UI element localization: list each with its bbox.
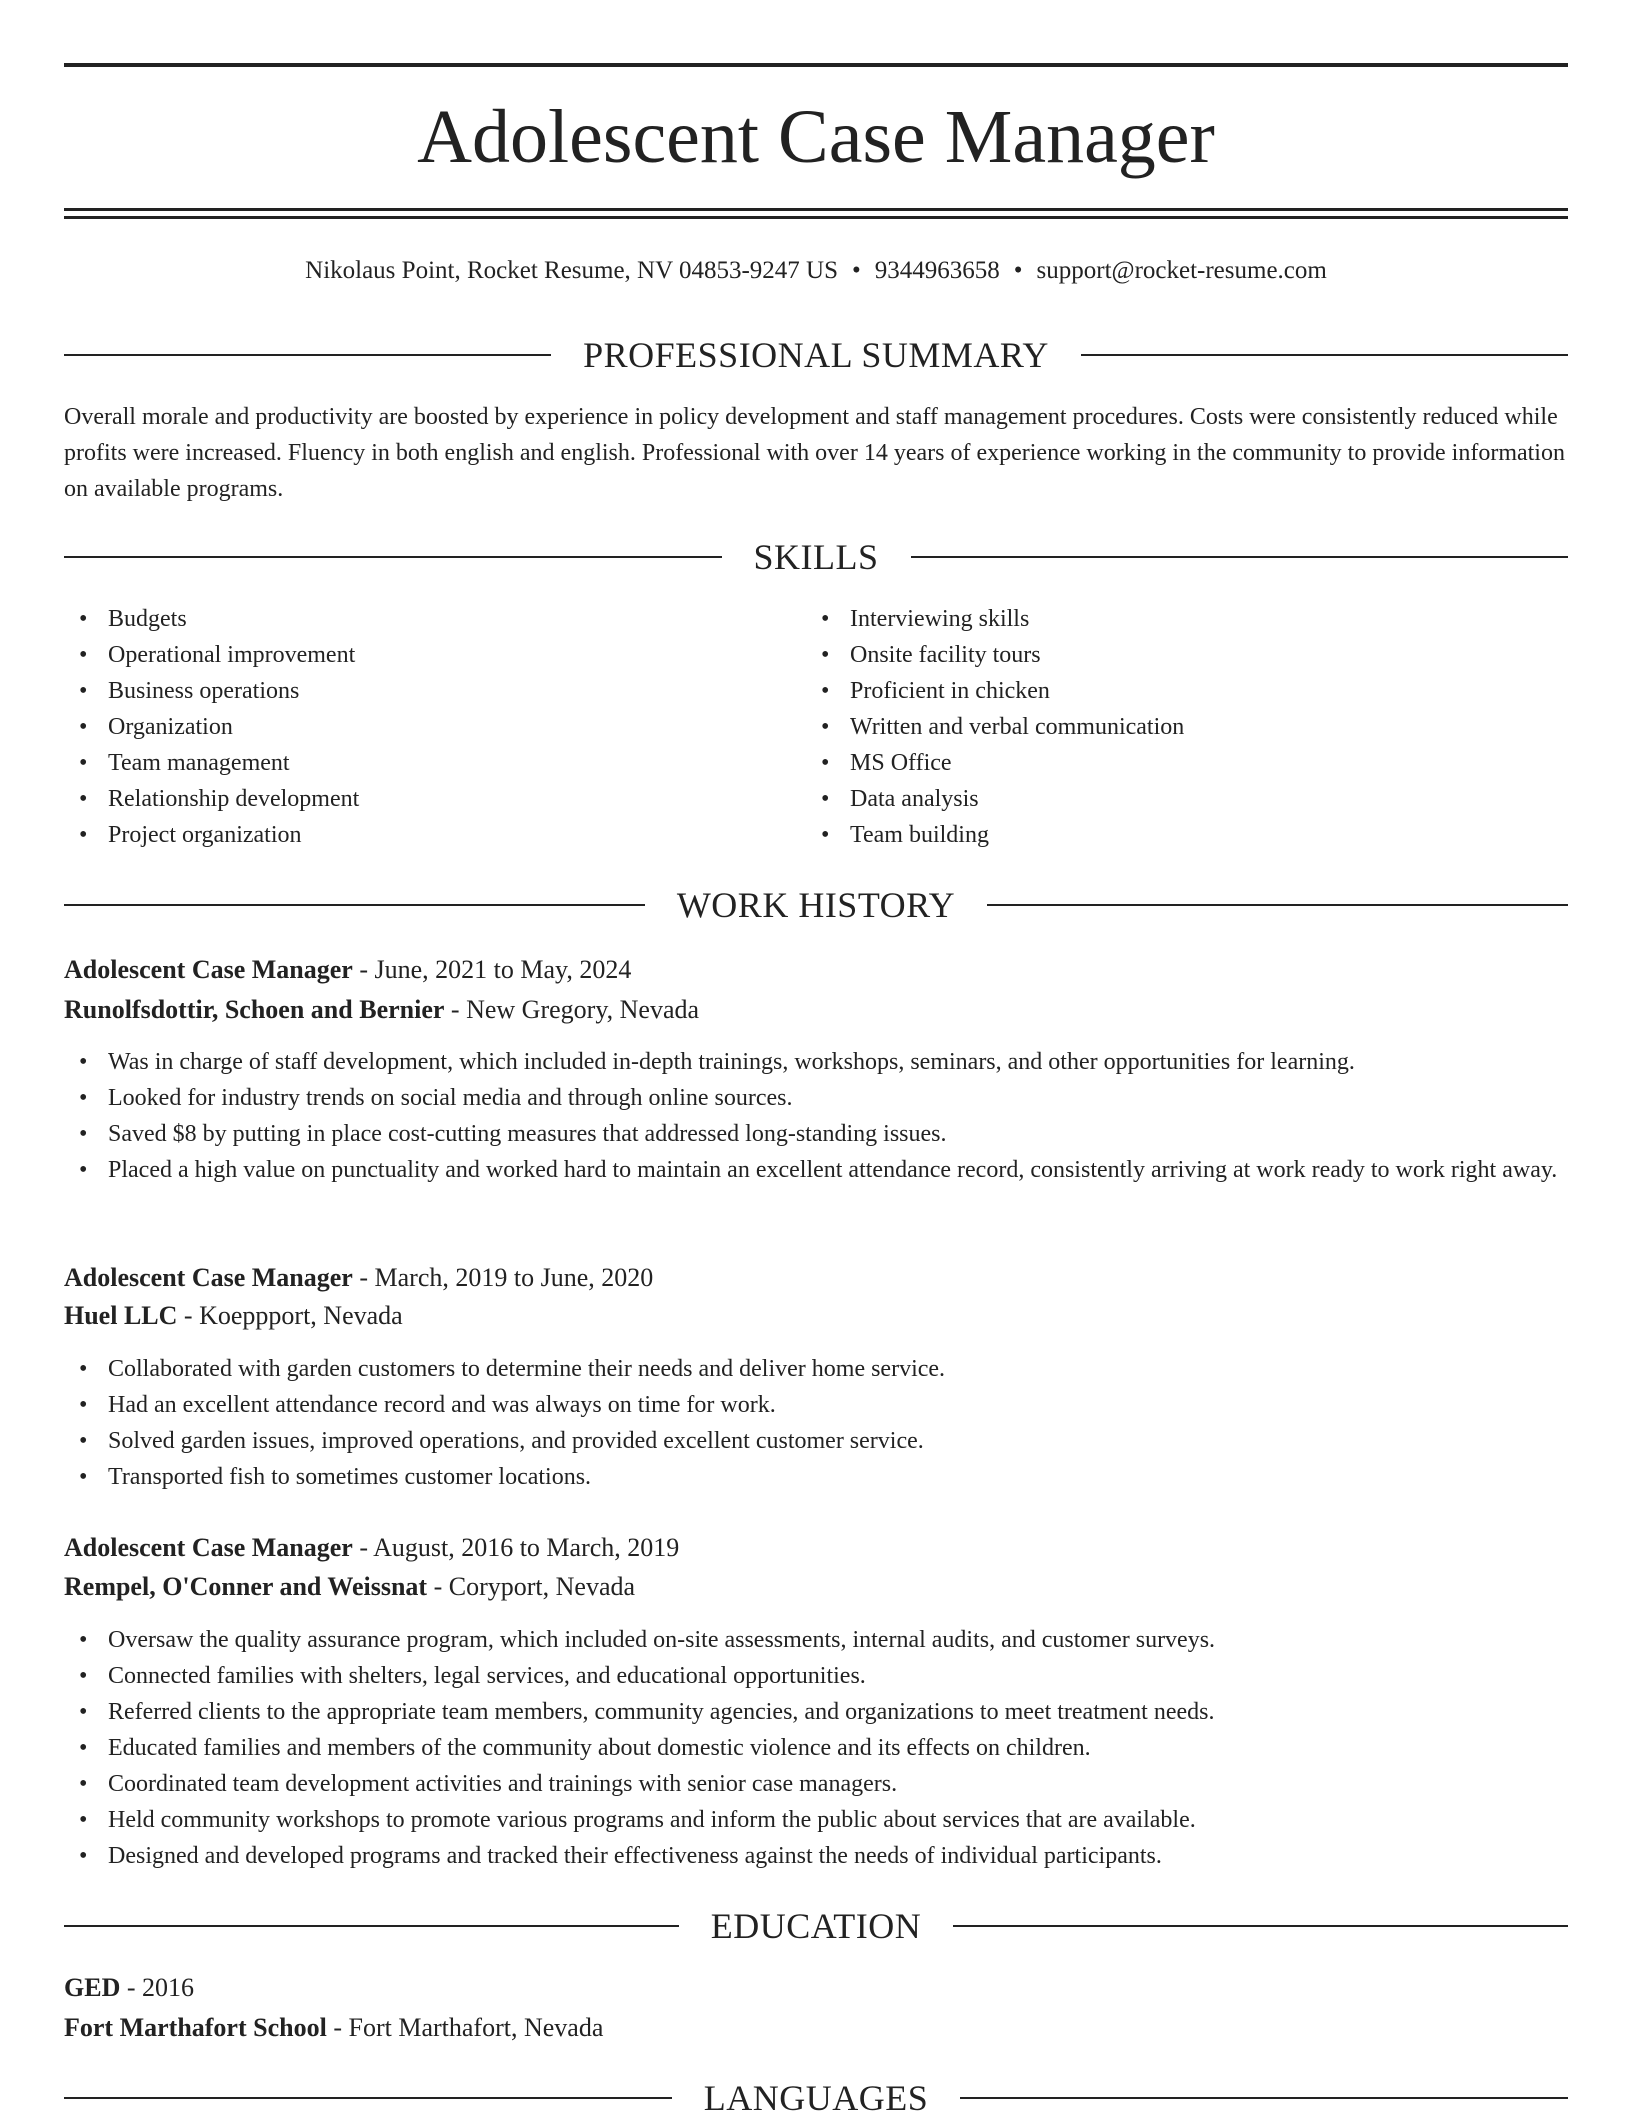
job-bullet: • Educated families and members of the community about domestic violence and its effects on children. — [64, 1730, 1574, 1766]
section-title: PROFESSIONAL SUMMARY — [583, 335, 1049, 375]
job-bullet: • Designed and developed programs and tracked their effectiveness against the needs of individual participants. — [64, 1838, 1574, 1874]
section-header-languages — [64, 2073, 1568, 2123]
contact-address: Nikolaus Point, Rocket Resume, NV 04853-9247 US — [305, 257, 839, 284]
section-rule-left — [64, 354, 551, 356]
section-rule-left — [64, 2097, 672, 2099]
job-location: Koeppport, Nevada — [199, 1301, 403, 1330]
job-location: New Gregory, Nevada — [466, 995, 700, 1024]
skill-item: • Business operations — [64, 673, 784, 709]
skill-item: • Data analysis — [806, 781, 1566, 817]
skills-list-right — [806, 601, 1566, 853]
job-title: Adolescent Case Manager — [64, 1533, 353, 1562]
job-bullet: • Collaborated with garden customers to determine their needs and deliver home service. — [64, 1351, 1574, 1387]
job-bullet: • Held community workshops to promote various programs and inform the public about services that are available. — [64, 1802, 1574, 1838]
job-location: Coryport, Nevada — [448, 1572, 636, 1601]
education-school: Fort Marthafort School — [64, 2013, 327, 2042]
resume-title: Adolescent Case Manager — [417, 95, 1215, 179]
dash-separator: - — [352, 1263, 375, 1292]
skill-item: • Interviewing skills — [806, 601, 1566, 637]
section-header-skills — [64, 532, 1568, 582]
header-top-rule — [64, 63, 1568, 67]
skill-item: • Organization — [64, 709, 784, 745]
dash-separator: - — [326, 2013, 349, 2042]
job-company: Runolfsdottir, Schoen and Bernier — [64, 995, 445, 1024]
job-title: Adolescent Case Manager — [64, 955, 353, 984]
skill-item: • Project organization — [64, 817, 784, 853]
section-title: WORK HISTORY — [676, 885, 956, 925]
skill-item: • Operational improvement — [64, 637, 784, 673]
job-bullet: • Transported fish to sometimes customer locations. — [64, 1459, 1574, 1495]
job-company-line — [64, 1297, 403, 1335]
job-title-line — [64, 1259, 653, 1297]
section-title: EDUCATION — [710, 1906, 922, 1946]
job-bullets — [64, 1622, 1574, 1874]
job-company-line — [64, 1568, 635, 1606]
education-year: 2016 — [142, 1973, 195, 2002]
skills-list-left — [64, 601, 784, 853]
skill-item: • Relationship development — [64, 781, 784, 817]
dash-separator: - — [120, 1973, 143, 2002]
contact-separator: • — [852, 257, 861, 284]
job-dates: August, 2016 to March, 2019 — [373, 1533, 680, 1562]
dash-separator: - — [352, 1533, 374, 1562]
job-bullet: • Connected families with shelters, legal services, and educational opportunities. — [64, 1658, 1574, 1694]
section-rule-right — [960, 2097, 1568, 2099]
job-company-line — [64, 991, 699, 1029]
section-title: SKILLS — [753, 537, 879, 577]
skill-item: • Team management — [64, 745, 784, 781]
header-double-rule-bottom — [64, 216, 1568, 219]
contact-line — [0, 255, 1632, 287]
skill-item: • MS Office — [806, 745, 1566, 781]
job-dates: June, 2021 to May, 2024 — [374, 955, 632, 984]
job-title-line — [64, 951, 631, 989]
contact-phone[interactable]: 9344963658 — [874, 257, 1000, 284]
summary-text: Overall morale and productivity are boosted by experience in policy development and staff management procedures. Costs were consistently reduced while profits were increased. Fluency in both english and english. Professional with over 14 years of experience working in the community to provide information on available programs. — [64, 404, 1565, 502]
job-bullet: • Placed a high value on punctuality and worked hard to maintain an excellent attendance record, consistently arriving at work ready to work right away. — [64, 1152, 1574, 1188]
job-bullet: • Had an excellent attendance record and was always on time for work. — [64, 1387, 1574, 1423]
education-school-line — [64, 2009, 603, 2047]
job-bullet: • Coordinated team development activities and trainings with senior case managers. — [64, 1766, 1574, 1802]
education-degree-line — [64, 1969, 194, 2007]
dash-separator: - — [444, 995, 467, 1024]
section-rule-right — [911, 556, 1569, 558]
section-header-work-history — [64, 880, 1568, 930]
section-title: LANGUAGES — [703, 2078, 929, 2118]
skill-item: • Onsite facility tours — [806, 637, 1566, 673]
job-bullet: • Looked for industry trends on social media and through online sources. — [64, 1080, 1574, 1116]
section-header-education — [64, 1901, 1568, 1951]
section-rule-left — [64, 904, 645, 906]
job-dates: March, 2019 to June, 2020 — [374, 1263, 654, 1292]
skill-item: • Budgets — [64, 601, 784, 637]
job-title: Adolescent Case Manager — [64, 1263, 353, 1292]
skill-item: • Proficient in chicken — [806, 673, 1566, 709]
header-double-rule-top — [64, 208, 1568, 211]
job-title-line — [64, 1529, 679, 1567]
job-company: Rempel, O'Conner and Weissnat — [64, 1572, 428, 1601]
job-bullets — [64, 1351, 1574, 1495]
job-bullet: • Solved garden issues, improved operations, and provided excellent customer service. — [64, 1423, 1574, 1459]
section-rule-right — [1081, 354, 1568, 356]
job-company: Huel LLC — [64, 1301, 178, 1330]
section-header-summary — [64, 330, 1568, 380]
job-bullet: • Was in charge of staff development, which included in-depth trainings, workshops, seminars, and other opportunities for learning. — [64, 1044, 1574, 1080]
section-rule-right — [987, 904, 1568, 906]
dash-separator: - — [427, 1572, 449, 1601]
contact-email[interactable]: support@rocket-resume.com — [1036, 257, 1327, 284]
job-bullet: • Saved $8 by putting in place cost-cutting measures that addressed long-standing issues. — [64, 1116, 1574, 1152]
dash-separator: - — [352, 955, 375, 984]
contact-separator: • — [1013, 257, 1023, 284]
dash-separator: - — [177, 1301, 200, 1330]
job-bullet: • Referred clients to the appropriate team members, community agencies, and organizations to meet treatment needs. — [64, 1694, 1574, 1730]
skill-item: • Team building — [806, 817, 1566, 853]
section-rule-right — [953, 1925, 1568, 1927]
education-degree: GED — [64, 1973, 121, 2002]
section-rule-left — [64, 1925, 679, 1927]
skill-item: • Written and verbal communication — [806, 709, 1566, 745]
section-rule-left — [64, 556, 722, 558]
job-bullets — [64, 1044, 1574, 1188]
education-location: Fort Marthafort, Nevada — [348, 2013, 604, 2042]
job-bullet: • Oversaw the quality assurance program, which included on-site assessments, internal audits, and customer surveys. — [64, 1622, 1574, 1658]
